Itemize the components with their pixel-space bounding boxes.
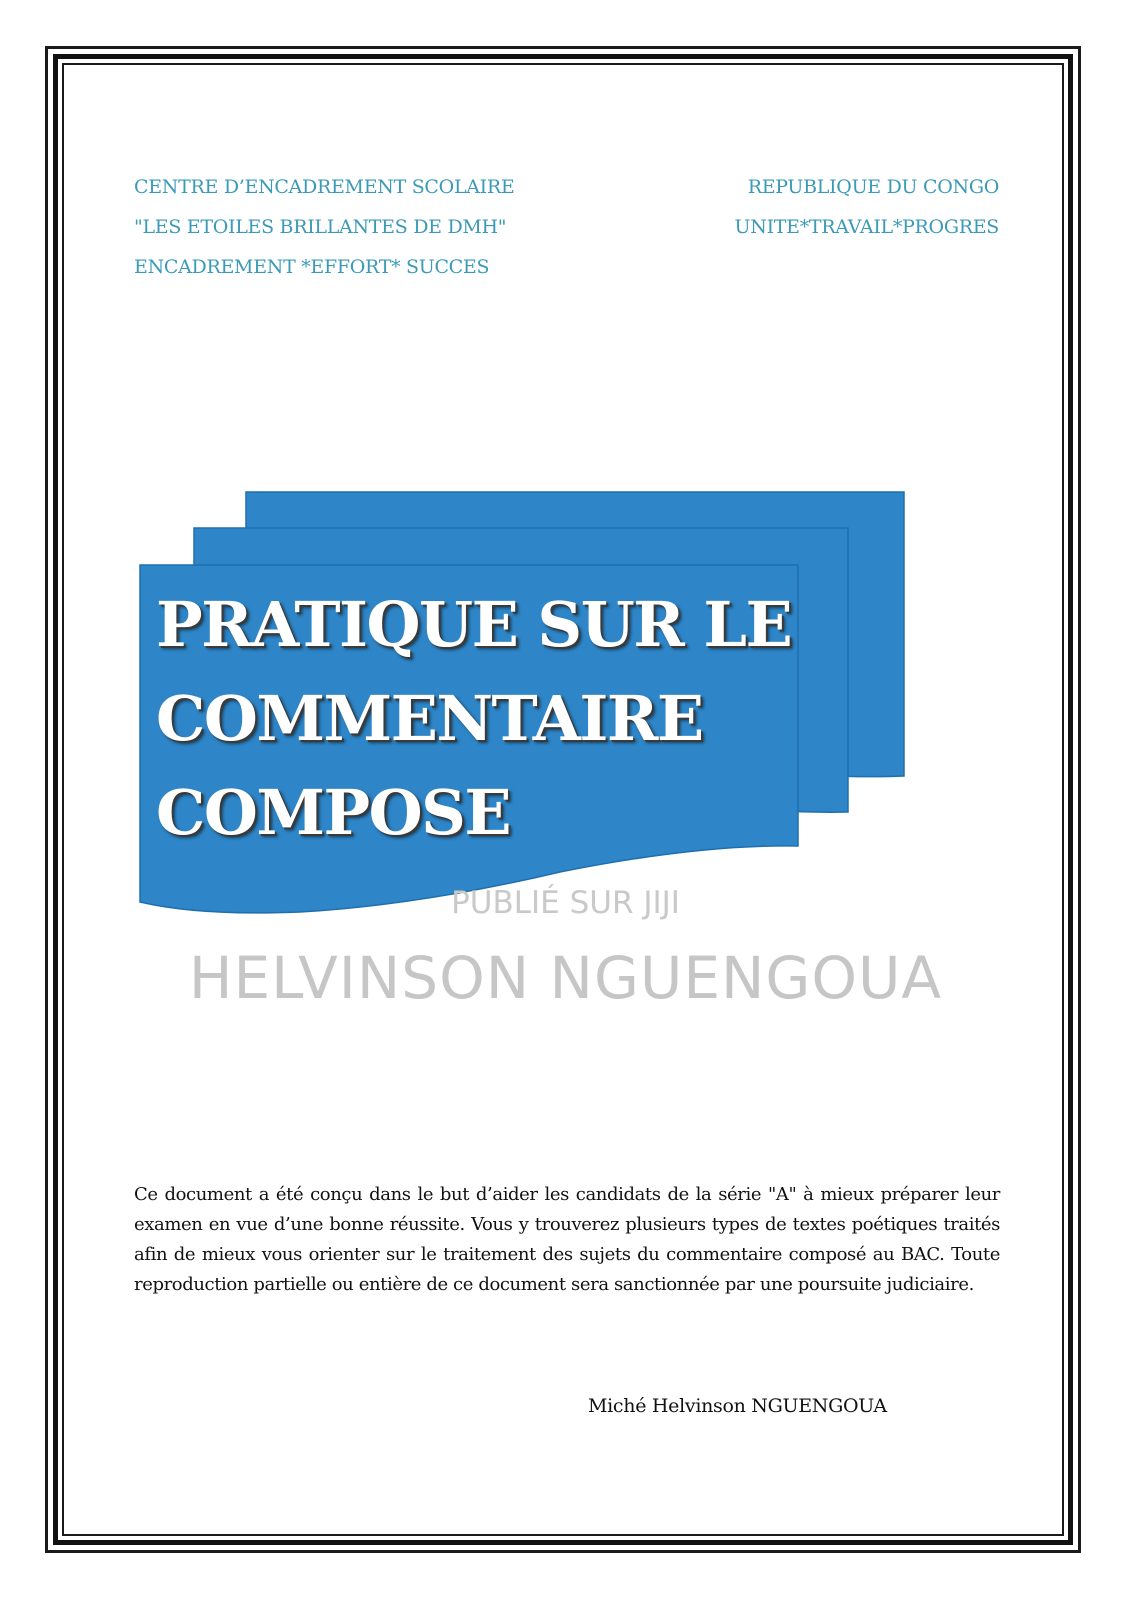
- title-line-3: COMPOSE: [156, 776, 511, 849]
- title-line-1: PRATIQUE SUR LE: [156, 588, 792, 661]
- watermark-small: [0, 885, 1131, 921]
- watermark-small-text: PUBLIÉ SUR JIJI: [451, 885, 680, 921]
- author-name: Miché Helvinson NGUENGOUA: [588, 1395, 887, 1417]
- school-name: CENTRE D’ENCADREMENT SCOLAIRE: [134, 176, 515, 198]
- title-line-2: COMMENTAIRE: [156, 682, 703, 755]
- document-title: [156, 578, 791, 860]
- country-name: REPUBLIQUE DU CONGO: [747, 176, 999, 198]
- watermark-large: HELVINSON NGUENGOUA: [188, 944, 943, 1012]
- school-tagline: "LES ETOILES BRILLANTES DE DMH": [134, 216, 507, 238]
- country-motto: UNITE*TRAVAIL*PROGRES: [734, 216, 999, 238]
- description-paragraph: Ce document a été conçu dans le but d’aider les candidats de la série "A" à mieux préparer leur examen en vue d’une bonne réussite. Vous y trouverez plusieurs types de textes poétiques traités afin de mieux vous orienter sur le traitement des sujets du commentaire composé au BAC. Toute reproduction partielle ou entière de ce document sera sanctionnée par une poursuite judiciaire.: [134, 1184, 1000, 1295]
- school-motto: ENCADREMENT *EFFORT* SUCCES: [134, 256, 490, 278]
